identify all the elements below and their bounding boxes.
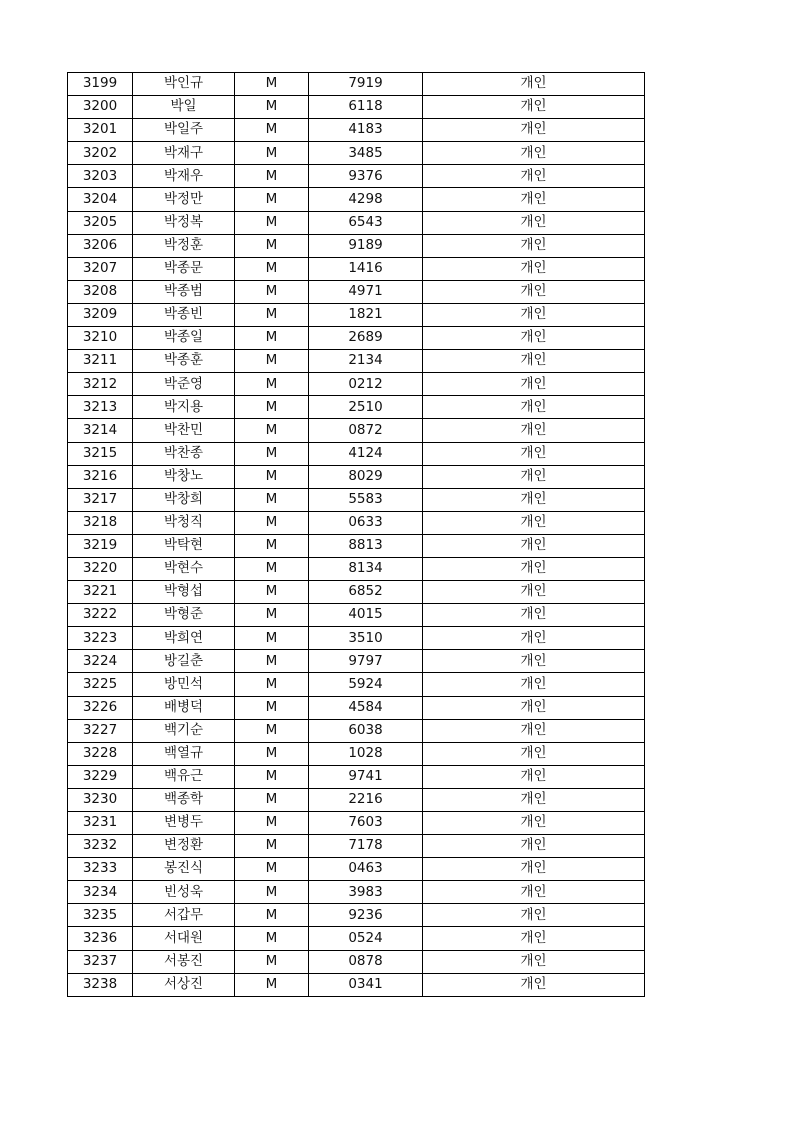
- row-number-cell: 3220: [68, 557, 133, 580]
- table-row: [68, 904, 645, 927]
- name-cell: 박인규: [133, 73, 235, 96]
- row-number-cell: 3207: [68, 257, 133, 280]
- name-cell: 박일: [133, 96, 235, 119]
- table-row: [68, 511, 645, 534]
- type-cell: 개인: [423, 650, 645, 673]
- row-number-cell: 3209: [68, 303, 133, 326]
- gender-cell: M: [235, 881, 309, 904]
- type-cell: 개인: [423, 927, 645, 950]
- type-cell: 개인: [423, 627, 645, 650]
- table-row: [68, 835, 645, 858]
- table-row: [68, 303, 645, 326]
- table-row: [68, 812, 645, 835]
- gender-cell: M: [235, 627, 309, 650]
- gender-cell: M: [235, 419, 309, 442]
- gender-cell: M: [235, 696, 309, 719]
- name-cell: 박청직: [133, 511, 235, 534]
- table-row: [68, 927, 645, 950]
- gender-cell: M: [235, 765, 309, 788]
- table-row: [68, 419, 645, 442]
- code-cell: 4183: [309, 119, 423, 142]
- gender-cell: M: [235, 742, 309, 765]
- table-row: [68, 73, 645, 96]
- type-cell: 개인: [423, 673, 645, 696]
- table-row: [68, 280, 645, 303]
- name-cell: 박종일: [133, 327, 235, 350]
- gender-cell: M: [235, 488, 309, 511]
- code-cell: 3983: [309, 881, 423, 904]
- name-cell: 백종학: [133, 788, 235, 811]
- row-number-cell: 3236: [68, 927, 133, 950]
- name-cell: 박재구: [133, 142, 235, 165]
- table-row: [68, 142, 645, 165]
- code-cell: 7919: [309, 73, 423, 96]
- table-row: [68, 234, 645, 257]
- name-cell: 박종범: [133, 280, 235, 303]
- code-cell: 2216: [309, 788, 423, 811]
- name-cell: 박찬민: [133, 419, 235, 442]
- code-cell: 4584: [309, 696, 423, 719]
- member-table-body: [68, 73, 645, 997]
- name-cell: 빈성욱: [133, 881, 235, 904]
- gender-cell: M: [235, 211, 309, 234]
- code-cell: 3485: [309, 142, 423, 165]
- row-number-cell: 3199: [68, 73, 133, 96]
- table-row: [68, 742, 645, 765]
- table-row: [68, 442, 645, 465]
- name-cell: 박종문: [133, 257, 235, 280]
- gender-cell: M: [235, 719, 309, 742]
- code-cell: 2134: [309, 350, 423, 373]
- type-cell: 개인: [423, 742, 645, 765]
- code-cell: 5583: [309, 488, 423, 511]
- gender-cell: M: [235, 96, 309, 119]
- gender-cell: M: [235, 904, 309, 927]
- row-number-cell: 3226: [68, 696, 133, 719]
- gender-cell: M: [235, 465, 309, 488]
- type-cell: 개인: [423, 534, 645, 557]
- type-cell: 개인: [423, 904, 645, 927]
- row-number-cell: 3230: [68, 788, 133, 811]
- type-cell: 개인: [423, 835, 645, 858]
- row-number-cell: 3217: [68, 488, 133, 511]
- gender-cell: M: [235, 303, 309, 326]
- row-number-cell: 3229: [68, 765, 133, 788]
- type-cell: 개인: [423, 950, 645, 973]
- row-number-cell: 3202: [68, 142, 133, 165]
- table-row: [68, 534, 645, 557]
- type-cell: 개인: [423, 881, 645, 904]
- name-cell: 변정환: [133, 835, 235, 858]
- name-cell: 백유근: [133, 765, 235, 788]
- row-number-cell: 3201: [68, 119, 133, 142]
- name-cell: 박종훈: [133, 350, 235, 373]
- name-cell: 박정훈: [133, 234, 235, 257]
- table-row: [68, 165, 645, 188]
- code-cell: 6038: [309, 719, 423, 742]
- table-row: [68, 696, 645, 719]
- row-number-cell: 3205: [68, 211, 133, 234]
- gender-cell: M: [235, 188, 309, 211]
- name-cell: 박형섭: [133, 581, 235, 604]
- name-cell: 배병덕: [133, 696, 235, 719]
- name-cell: 박현수: [133, 557, 235, 580]
- code-cell: 4124: [309, 442, 423, 465]
- table-row: [68, 973, 645, 996]
- name-cell: 봉진식: [133, 858, 235, 881]
- row-number-cell: 3216: [68, 465, 133, 488]
- gender-cell: M: [235, 835, 309, 858]
- name-cell: 변병두: [133, 812, 235, 835]
- gender-cell: M: [235, 442, 309, 465]
- table-row: [68, 673, 645, 696]
- type-cell: 개인: [423, 396, 645, 419]
- code-cell: 9741: [309, 765, 423, 788]
- code-cell: 1821: [309, 303, 423, 326]
- gender-cell: M: [235, 557, 309, 580]
- name-cell: 박종빈: [133, 303, 235, 326]
- row-number-cell: 3203: [68, 165, 133, 188]
- gender-cell: M: [235, 812, 309, 835]
- type-cell: 개인: [423, 511, 645, 534]
- code-cell: 5924: [309, 673, 423, 696]
- gender-cell: M: [235, 511, 309, 534]
- row-number-cell: 3208: [68, 280, 133, 303]
- table-row: [68, 788, 645, 811]
- type-cell: 개인: [423, 465, 645, 488]
- row-number-cell: 3232: [68, 835, 133, 858]
- name-cell: 박준영: [133, 373, 235, 396]
- code-cell: 0633: [309, 511, 423, 534]
- row-number-cell: 3200: [68, 96, 133, 119]
- type-cell: 개인: [423, 557, 645, 580]
- table-row: [68, 650, 645, 673]
- name-cell: 박정복: [133, 211, 235, 234]
- name-cell: 백열규: [133, 742, 235, 765]
- code-cell: 2510: [309, 396, 423, 419]
- row-number-cell: 3224: [68, 650, 133, 673]
- code-cell: 0872: [309, 419, 423, 442]
- name-cell: 박형준: [133, 604, 235, 627]
- name-cell: 서봉진: [133, 950, 235, 973]
- code-cell: 4015: [309, 604, 423, 627]
- type-cell: 개인: [423, 696, 645, 719]
- type-cell: 개인: [423, 96, 645, 119]
- code-cell: 8134: [309, 557, 423, 580]
- gender-cell: M: [235, 234, 309, 257]
- type-cell: 개인: [423, 765, 645, 788]
- row-number-cell: 3213: [68, 396, 133, 419]
- name-cell: 방길춘: [133, 650, 235, 673]
- table-row: [68, 881, 645, 904]
- name-cell: 서상진: [133, 973, 235, 996]
- table-row: [68, 581, 645, 604]
- name-cell: 박찬종: [133, 442, 235, 465]
- name-cell: 박지용: [133, 396, 235, 419]
- row-number-cell: 3233: [68, 858, 133, 881]
- gender-cell: M: [235, 604, 309, 627]
- row-number-cell: 3231: [68, 812, 133, 835]
- gender-cell: M: [235, 119, 309, 142]
- gender-cell: M: [235, 673, 309, 696]
- name-cell: 백기순: [133, 719, 235, 742]
- gender-cell: M: [235, 858, 309, 881]
- name-cell: 박희연: [133, 627, 235, 650]
- type-cell: 개인: [423, 188, 645, 211]
- name-cell: 박탁현: [133, 534, 235, 557]
- type-cell: 개인: [423, 211, 645, 234]
- type-cell: 개인: [423, 119, 645, 142]
- name-cell: 서갑무: [133, 904, 235, 927]
- member-table: [67, 72, 645, 997]
- type-cell: 개인: [423, 442, 645, 465]
- gender-cell: M: [235, 350, 309, 373]
- code-cell: 6118: [309, 96, 423, 119]
- table-row: [68, 373, 645, 396]
- type-cell: 개인: [423, 373, 645, 396]
- row-number-cell: 3215: [68, 442, 133, 465]
- row-number-cell: 3211: [68, 350, 133, 373]
- type-cell: 개인: [423, 165, 645, 188]
- table-row: [68, 188, 645, 211]
- code-cell: 0878: [309, 950, 423, 973]
- table-row: [68, 396, 645, 419]
- type-cell: 개인: [423, 719, 645, 742]
- gender-cell: M: [235, 396, 309, 419]
- row-number-cell: 3237: [68, 950, 133, 973]
- table-row: [68, 858, 645, 881]
- code-cell: 8813: [309, 534, 423, 557]
- row-number-cell: 3225: [68, 673, 133, 696]
- gender-cell: M: [235, 165, 309, 188]
- type-cell: 개인: [423, 812, 645, 835]
- type-cell: 개인: [423, 581, 645, 604]
- row-number-cell: 3234: [68, 881, 133, 904]
- row-number-cell: 3223: [68, 627, 133, 650]
- gender-cell: M: [235, 73, 309, 96]
- table-row: [68, 465, 645, 488]
- code-cell: 6543: [309, 211, 423, 234]
- table-row: [68, 257, 645, 280]
- type-cell: 개인: [423, 488, 645, 511]
- table-row: [68, 765, 645, 788]
- row-number-cell: 3206: [68, 234, 133, 257]
- code-cell: 9236: [309, 904, 423, 927]
- type-cell: 개인: [423, 257, 645, 280]
- gender-cell: M: [235, 650, 309, 673]
- code-cell: 9376: [309, 165, 423, 188]
- gender-cell: M: [235, 327, 309, 350]
- code-cell: 1416: [309, 257, 423, 280]
- type-cell: 개인: [423, 419, 645, 442]
- type-cell: 개인: [423, 350, 645, 373]
- table-row: [68, 211, 645, 234]
- name-cell: 박정만: [133, 188, 235, 211]
- name-cell: 박창희: [133, 488, 235, 511]
- gender-cell: M: [235, 950, 309, 973]
- table-row: [68, 604, 645, 627]
- row-number-cell: 3227: [68, 719, 133, 742]
- row-number-cell: 3218: [68, 511, 133, 534]
- gender-cell: M: [235, 534, 309, 557]
- table-row: [68, 327, 645, 350]
- type-cell: 개인: [423, 327, 645, 350]
- table-row: [68, 96, 645, 119]
- code-cell: 8029: [309, 465, 423, 488]
- gender-cell: M: [235, 373, 309, 396]
- type-cell: 개인: [423, 973, 645, 996]
- code-cell: 9189: [309, 234, 423, 257]
- row-number-cell: 3210: [68, 327, 133, 350]
- name-cell: 박창노: [133, 465, 235, 488]
- gender-cell: M: [235, 257, 309, 280]
- gender-cell: M: [235, 142, 309, 165]
- code-cell: 0212: [309, 373, 423, 396]
- name-cell: 서대원: [133, 927, 235, 950]
- table-row: [68, 350, 645, 373]
- gender-cell: M: [235, 927, 309, 950]
- row-number-cell: 3214: [68, 419, 133, 442]
- code-cell: 9797: [309, 650, 423, 673]
- row-number-cell: 3219: [68, 534, 133, 557]
- code-cell: 4971: [309, 280, 423, 303]
- code-cell: 7178: [309, 835, 423, 858]
- table-row: [68, 557, 645, 580]
- name-cell: 방민석: [133, 673, 235, 696]
- code-cell: 0463: [309, 858, 423, 881]
- type-cell: 개인: [423, 280, 645, 303]
- gender-cell: M: [235, 280, 309, 303]
- gender-cell: M: [235, 788, 309, 811]
- type-cell: 개인: [423, 604, 645, 627]
- row-number-cell: 3228: [68, 742, 133, 765]
- code-cell: 4298: [309, 188, 423, 211]
- gender-cell: M: [235, 973, 309, 996]
- table-row: [68, 488, 645, 511]
- code-cell: 1028: [309, 742, 423, 765]
- code-cell: 7603: [309, 812, 423, 835]
- name-cell: 박재우: [133, 165, 235, 188]
- code-cell: 3510: [309, 627, 423, 650]
- type-cell: 개인: [423, 788, 645, 811]
- row-number-cell: 3238: [68, 973, 133, 996]
- table-row: [68, 627, 645, 650]
- row-number-cell: 3235: [68, 904, 133, 927]
- code-cell: 6852: [309, 581, 423, 604]
- row-number-cell: 3221: [68, 581, 133, 604]
- table-row: [68, 119, 645, 142]
- type-cell: 개인: [423, 142, 645, 165]
- table-row: [68, 950, 645, 973]
- type-cell: 개인: [423, 73, 645, 96]
- type-cell: 개인: [423, 234, 645, 257]
- code-cell: 0524: [309, 927, 423, 950]
- row-number-cell: 3204: [68, 188, 133, 211]
- name-cell: 박일주: [133, 119, 235, 142]
- row-number-cell: 3222: [68, 604, 133, 627]
- type-cell: 개인: [423, 303, 645, 326]
- row-number-cell: 3212: [68, 373, 133, 396]
- gender-cell: M: [235, 581, 309, 604]
- code-cell: 0341: [309, 973, 423, 996]
- type-cell: 개인: [423, 858, 645, 881]
- table-row: [68, 719, 645, 742]
- code-cell: 2689: [309, 327, 423, 350]
